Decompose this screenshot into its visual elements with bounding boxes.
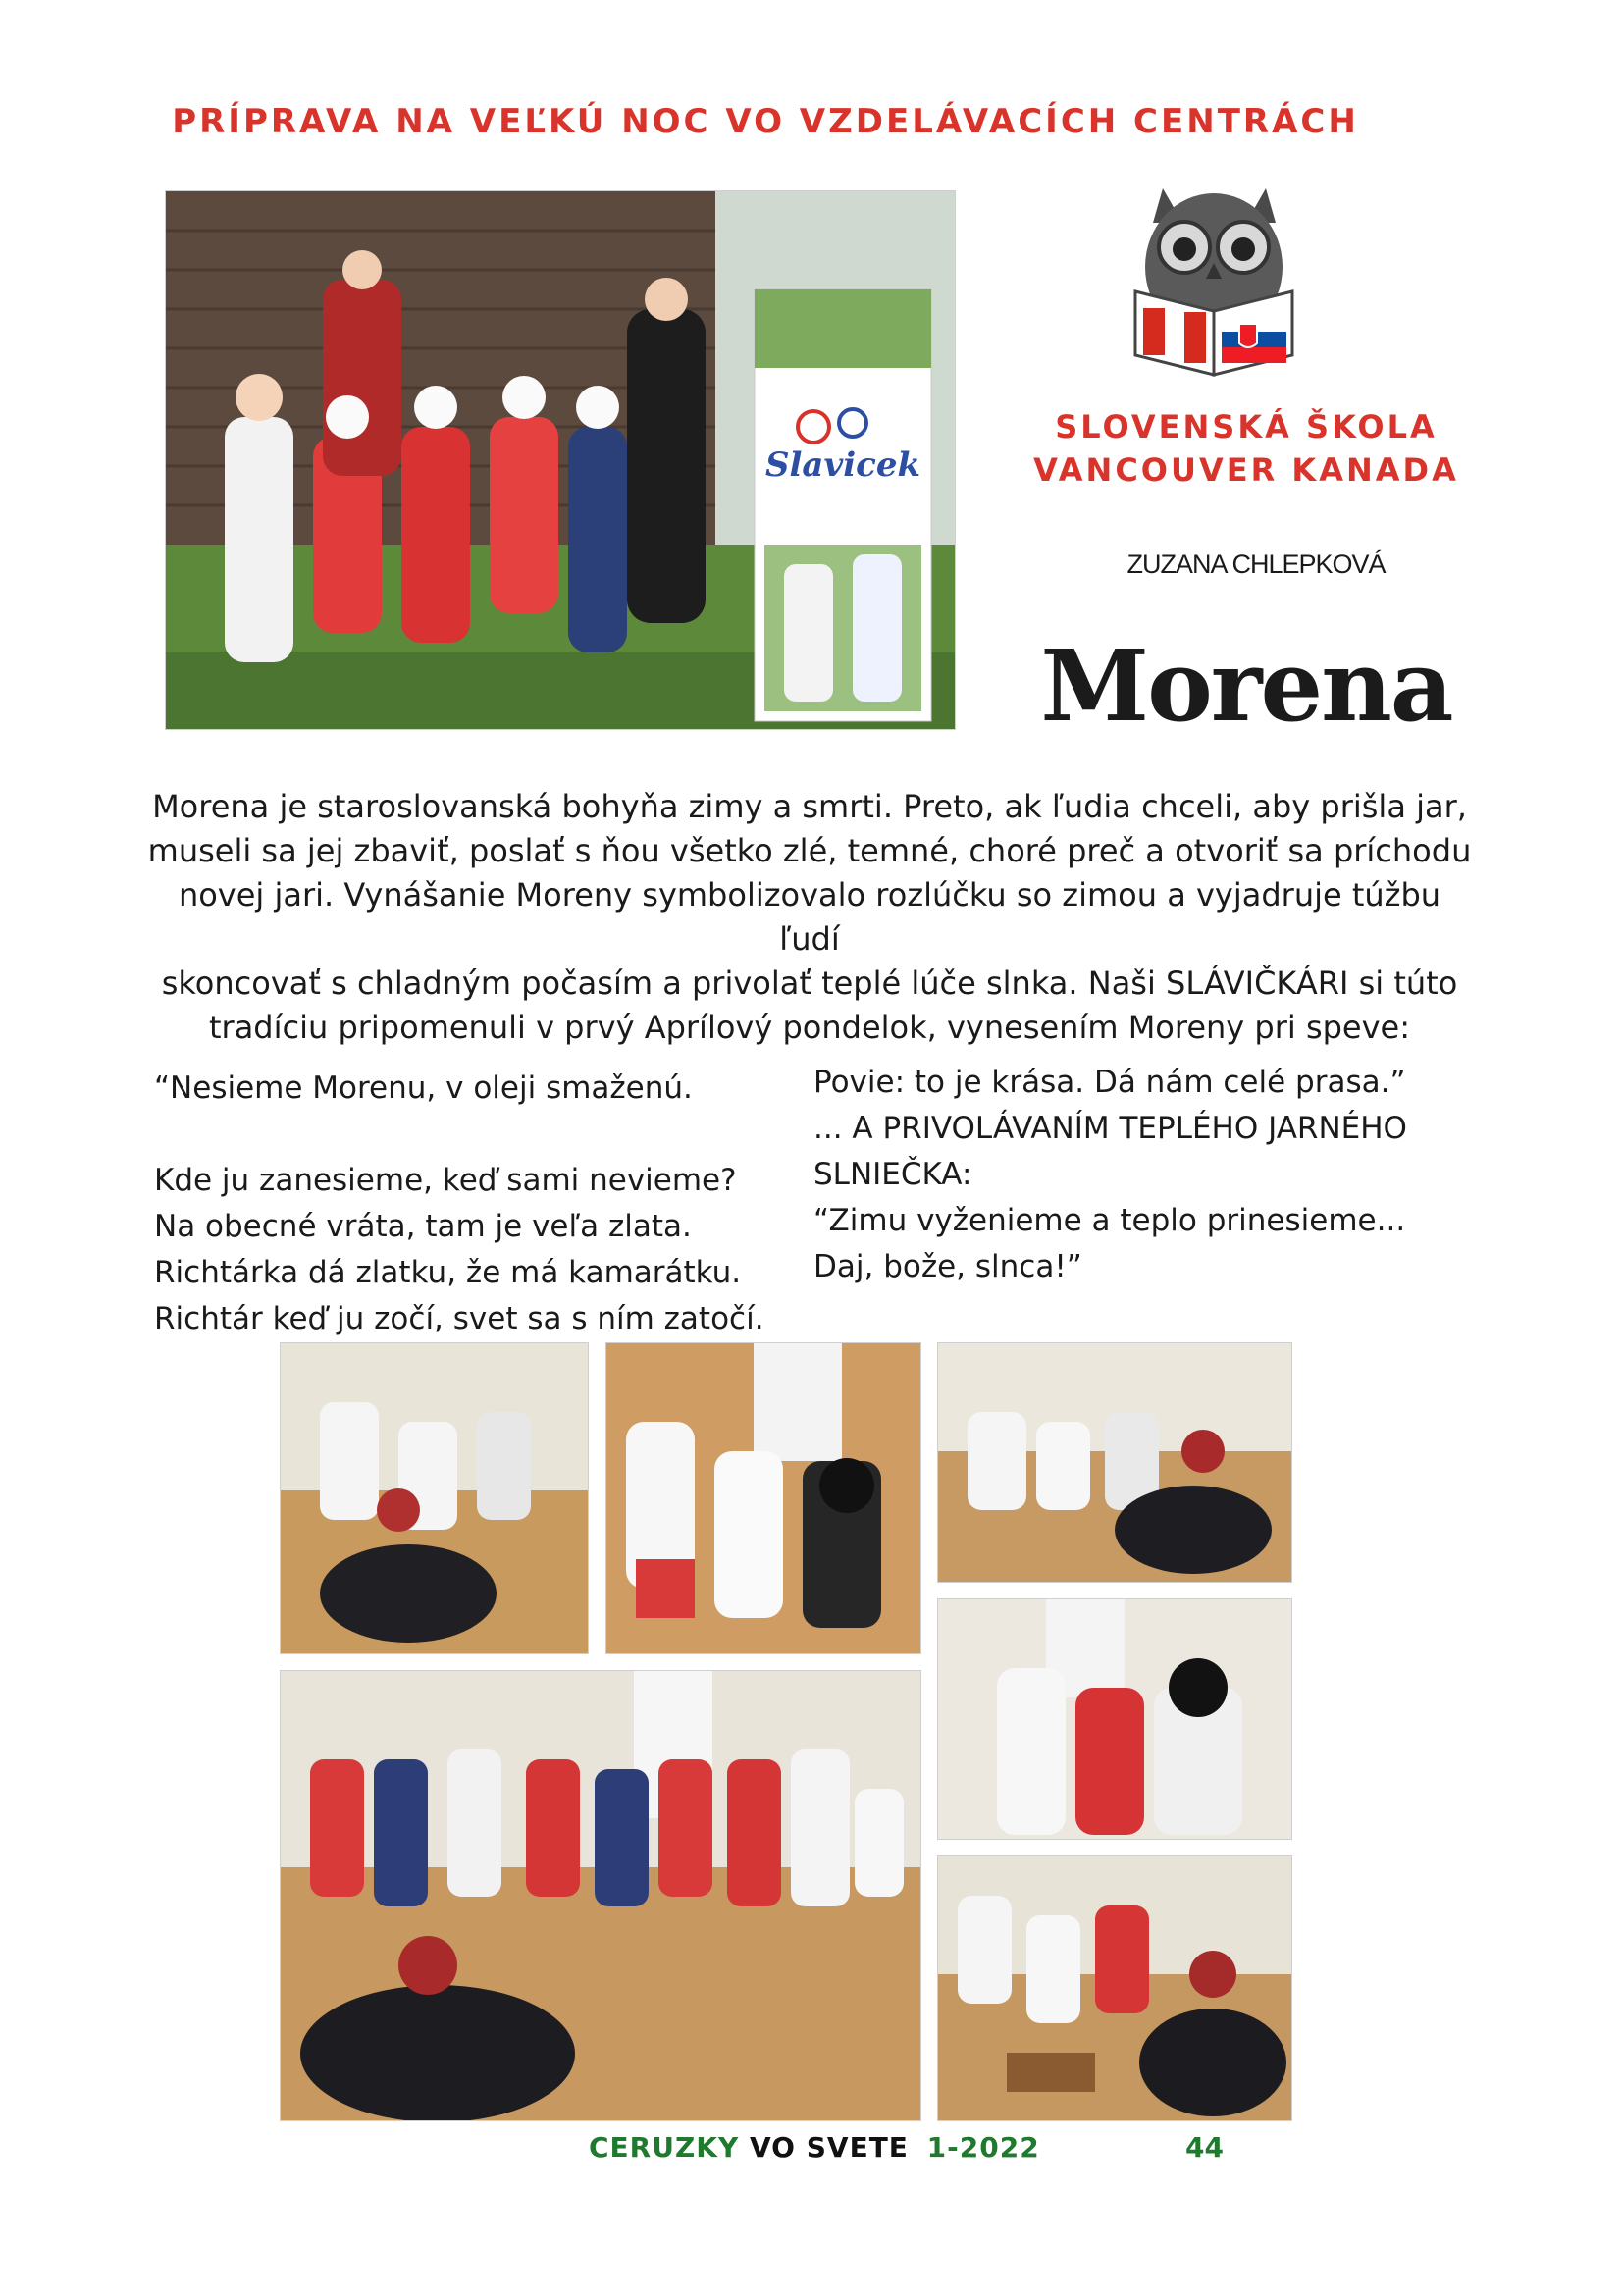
author-name: ZUZANA CHLEPKOVÁ xyxy=(1126,549,1386,579)
poem-line: SLNIEČKA: xyxy=(813,1157,972,1192)
issue-number: 1-2022 xyxy=(926,2131,1040,2164)
intro-line: museli sa jej zbaviť, poslať s ňou všetko zlé, temné, choré preč a otvoriť sa príchodu xyxy=(147,832,1472,869)
poem-line: Na obecné vráta, tam je veľa zlata. xyxy=(154,1209,692,1244)
collage-photo-4 xyxy=(937,1598,1292,1840)
poem-line: Richtár keď ju zočí, svet sa s ním zatočí. xyxy=(154,1301,764,1336)
collage-photo-2 xyxy=(605,1342,921,1654)
magazine-name-part2: VO SVETE xyxy=(750,2131,909,2164)
poem-line: “Nesieme Morenu, v oleji smaženú. xyxy=(154,1070,693,1106)
poem-line: Daj, bože, slnca!” xyxy=(813,1249,1082,1284)
poem-left-column xyxy=(154,1066,782,1342)
poem-line: Richtárka dá zlatku, že má kamarátku. xyxy=(154,1255,742,1290)
magazine-name-part1: CERUZKY xyxy=(589,2131,740,2164)
main-group-photo xyxy=(165,190,956,730)
intro-line: Morena je staroslovanská bohyňa zimy a smrti. Preto, ak ľudia chceli, aby prišla jar, xyxy=(152,788,1467,825)
page-number: 44 xyxy=(1185,2131,1224,2164)
intro-paragraph xyxy=(147,785,1472,1050)
poem-line: “Zimu vyženieme a teplo prinesieme... xyxy=(813,1203,1406,1238)
school-name-line1: SLOVENSKÁ ŠKOLA xyxy=(1055,408,1438,445)
owl-with-book-icon xyxy=(1124,169,1305,390)
article-title: Morena xyxy=(1040,628,1452,744)
collage-photo-6 xyxy=(937,1855,1292,2121)
banner-logo-text: Slavicek xyxy=(764,445,921,485)
collage-photo-3 xyxy=(937,1342,1292,1583)
intro-line: tradíciu pripomenuli v prvý Aprílový pondelok, vynesením Moreny pri speve: xyxy=(208,1009,1411,1046)
collage-photo-5 xyxy=(280,1670,921,2121)
section-kicker: PRÍPRAVA NA VEĽKÚ NOC VO VZDELÁVACÍCH CENTRÁCH xyxy=(172,102,1359,141)
intro-line: skoncovať s chladným počasím a privolať teplé lúče slnka. Naši SLÁVIČKÁRI si túto xyxy=(161,965,1458,1002)
poem-line: ... A PRIVOLÁVANÍM TEPLÉHO JARNÉHO xyxy=(813,1111,1407,1146)
school-name xyxy=(1021,406,1472,492)
poem-right-column xyxy=(813,1060,1461,1290)
intro-line: novej jari. Vynášanie Moreny symbolizovalo rozlúčku so zimou a vyjadruje túžbu ľudí xyxy=(178,876,1441,958)
magazine-footer xyxy=(589,2131,1040,2164)
school-name-line2: VANCOUVER KANADA xyxy=(1033,450,1459,489)
poem-line: Povie: to je krása. Dá nám celé prasa.” xyxy=(813,1065,1406,1100)
collage-photo-1 xyxy=(280,1342,589,1654)
poem-line: Kde ju zanesieme, keď sami nevieme? xyxy=(154,1163,737,1198)
